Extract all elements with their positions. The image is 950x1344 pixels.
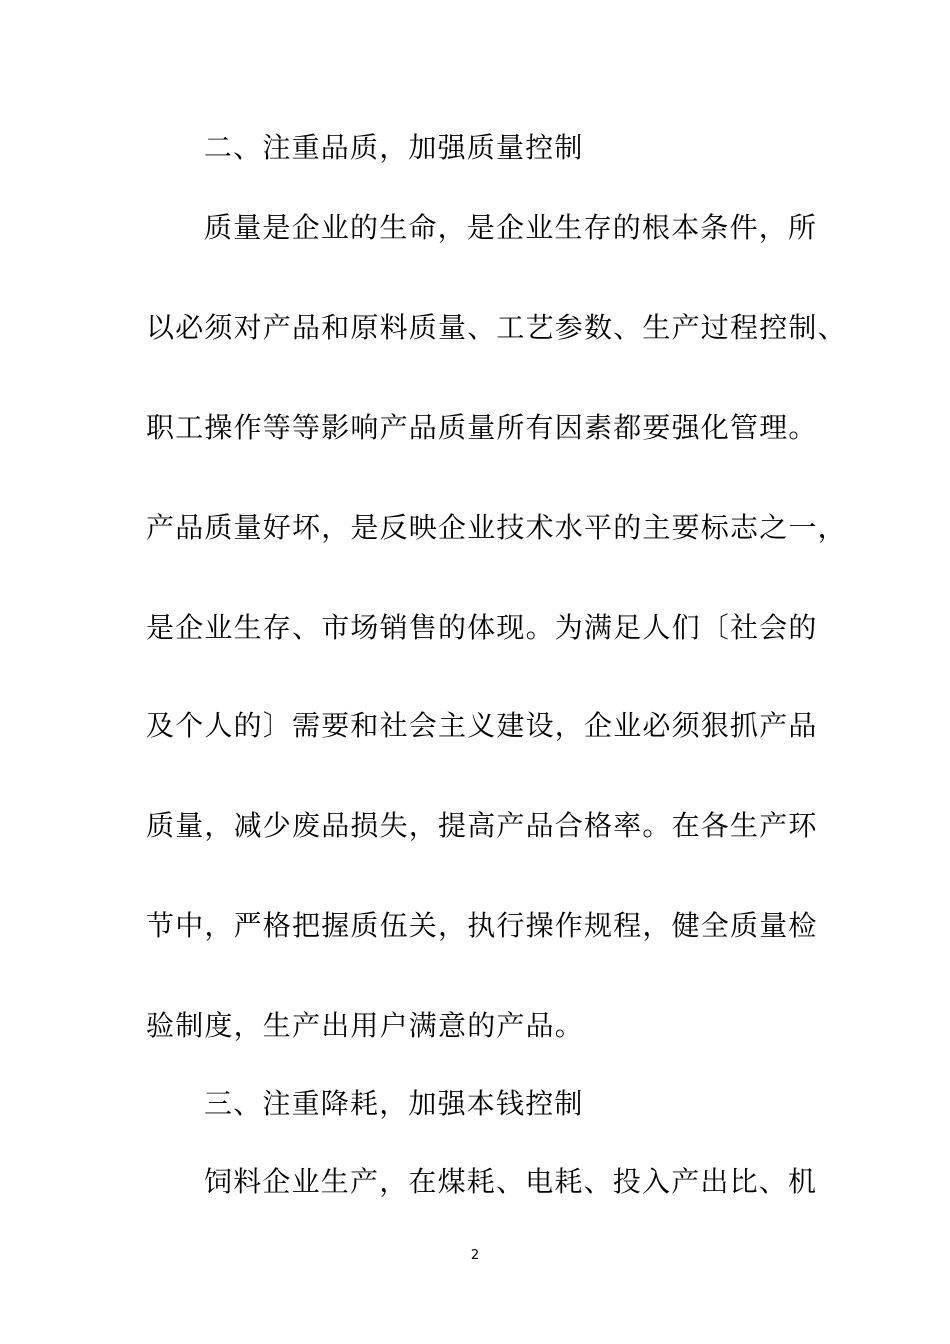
paragraph-line: 质量是企业的生命，是企业生存的根本条件，所 (204, 211, 818, 244)
section-heading-cost: 三、注重降耗，加强本钱控制 (204, 1087, 584, 1120)
paragraph-line: 质量，减少废品损失，提高产品合格率。在各生产环 (146, 809, 818, 842)
paragraph-line: 职工操作等等影响产品质量所有因素都要强化管理。 (146, 411, 818, 444)
paragraph-line: 验制度，生产出用户满意的产品。 (146, 1009, 585, 1042)
paragraph-line: 产品质量好坏，是反映企业技术水平的主要标志之一， (146, 511, 847, 544)
page-number: 2 (470, 1248, 480, 1263)
paragraph-line: 饲料企业生产，在煤耗、电耗、投入产出比、机 (204, 1165, 818, 1198)
paragraph-line: 节中，严格把握质伍关，执行操作规程，健全质量检 (146, 909, 818, 942)
paragraph-line: 以必须对产品和原料质量、工艺参数、生产过程控制、 (146, 311, 847, 344)
paragraph-line: 及个人的〕需要和社会主义建设，企业必须狠抓产品 (146, 709, 818, 742)
paragraph-line: 是企业生存、市场销售的体现。为满足人们〔社会的 (146, 611, 818, 644)
section-heading-quality: 二、注重品质，加强质量控制 (204, 131, 584, 164)
